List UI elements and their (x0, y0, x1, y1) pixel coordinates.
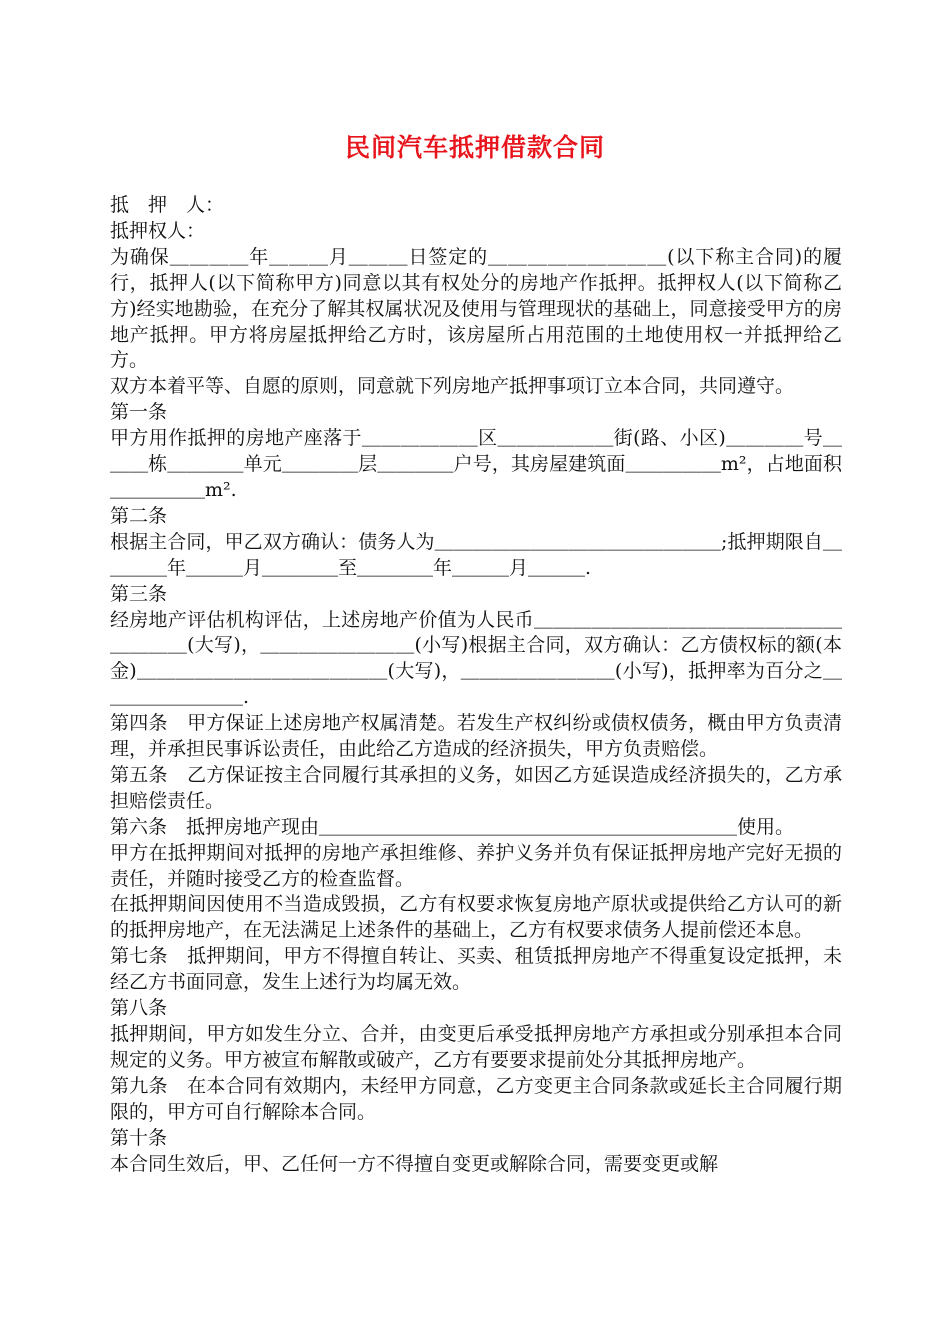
article-6-text: 第六条 抵押房地产现由＿＿＿＿＿＿＿＿＿＿＿＿＿＿＿＿＿＿＿＿＿＿使用。 (110, 815, 795, 838)
article-1-heading: 第一条 (110, 401, 168, 424)
article-3-heading: 第三条 (110, 582, 168, 605)
article-10-heading: 第十条 (110, 1126, 168, 1149)
article-3-text: 经房地产评估机构评估，上述房地产价值为人民币＿＿＿＿＿＿＿＿＿＿＿＿＿＿＿＿＿＿＿＿(大写)，＿＿＿＿＿＿＿＿(小写)根据主合同，双方确认：乙方债权标的额(本金)＿＿＿＿＿＿＿＿＿＿＿＿＿(大写)，＿＿＿＿＿＿＿＿(小写)，抵押率为百分之＿＿＿＿＿＿＿＿. (110, 608, 842, 709)
document-title: 民间汽车抵押借款合同 (344, 133, 605, 162)
article-9-text: 第九条 在本合同有效期内，未经甲方同意，乙方变更主合同条款或延长主合同履行期限的，甲方可自行解除本合同。 (110, 1074, 842, 1123)
article-6-maintenance: 甲方在抵押期间对抵押的房地产承担维修、养护义务并负有保证抵押房地产完好无损的责任，并随时接受乙方的检查监督。 (110, 841, 842, 890)
agreement-paragraph: 双方本着平等、自愿的原则，同意就下列房地产抵押事项订立本合同，共同遵守。 (110, 375, 795, 398)
article-10-text: 本合同生效后，甲、乙任何一方不得擅自变更或解除合同，需要变更或解 (110, 1152, 719, 1175)
article-4-text: 第四条 甲方保证上述房地产权属清楚。若发生产权纠纷或债权债务，概由甲方负责清理，并承担民事诉讼责任，由此给乙方造成的经济损失，甲方负责赔偿。 (110, 712, 842, 761)
article-1-text: 甲方用作抵押的房地产座落于＿＿＿＿＿＿区＿＿＿＿＿＿街(路、小区)＿＿＿＿号＿＿＿栋＿＿＿＿单元＿＿＿＿层＿＿＿＿户号，其房屋建筑面＿＿＿＿＿m²，占地面积＿＿＿＿＿m². (110, 427, 842, 501)
preamble-paragraph: 为确保＿＿＿＿年＿＿＿月＿＿＿日签定的＿＿＿＿＿＿＿＿＿(以下称主合同)的履行，抵押人(以下简称甲方)同意以其有权处分的房地产作抵押。抵押权人(以下简称乙方)经实地勘验，在充分了解其权属状况及使用与管理现状的基础上，同意接受甲方的房地产抵押。甲方将房屋抵押给乙方时，该房屋所占用范围的土地使用权一并抵押给乙方。 (110, 245, 842, 372)
article-6-damage: 在抵押期间因使用不当造成毁损，乙方有权要求恢复房地产原状或提供给乙方认可的新的抵押房地产，在无法满足上述条件的基础上，乙方有权要求债务人提前偿还本息。 (110, 893, 842, 942)
article-7-text: 第七条 抵押期间，甲方不得擅自转让、买卖、租赁抵押房地产不得重复设定抵押，未经乙方书面同意，发生上述行为均属无效。 (110, 945, 842, 994)
article-8-heading: 第八条 (110, 997, 168, 1020)
party-mortgagee: 抵押权人： (110, 219, 206, 242)
article-2-heading: 第二条 (110, 504, 168, 527)
article-2-text: 根据主合同，甲乙双方确认：债务人为＿＿＿＿＿＿＿＿＿＿＿＿＿＿＿;抵押期限自＿＿＿＿年＿＿＿月＿＿＿＿至＿＿＿＿年＿＿＿月＿＿＿. (110, 530, 842, 579)
document-body (110, 193, 842, 1177)
article-8-text: 抵押期间，甲方如发生分立、合并，由变更后承受抵押房地产方承担或分别承担本合同规定的义务。甲方被宣布解散或破产，乙方有要要求提前处分其抵押房地产。 (110, 1023, 842, 1071)
article-5-text: 第五条 乙方保证按主合同履行其承担的义务，如因乙方延误造成经济损失的，乙方承担赔偿责任。 (110, 763, 842, 812)
party-mortgagor: 抵 押 人： (110, 194, 225, 216)
